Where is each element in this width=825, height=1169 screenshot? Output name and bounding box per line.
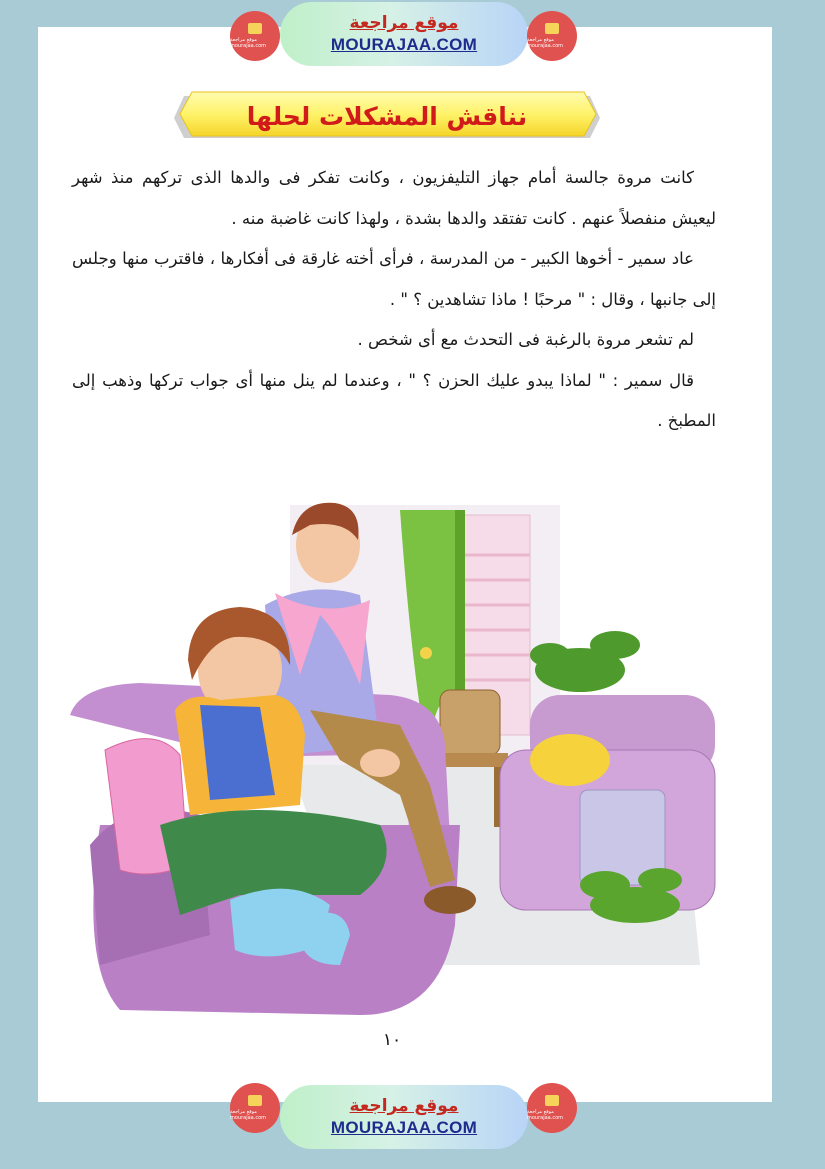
site-name-arabic[interactable]: موقع مراجعة xyxy=(349,1096,459,1116)
site-logo-icon: موقع مراجعة mourajaa.com xyxy=(527,1083,577,1133)
site-name-arabic[interactable]: موقع مراجعة xyxy=(349,13,459,33)
story-paragraph: قال سمير : " لماذا يبدو عليك الحزن ؟ " ، وعندما لم ينل منها أى جواب تركها وذهب إلى المطبخ . xyxy=(72,370,716,430)
site-logo-icon: موقع مراجعة mourajaa.com xyxy=(230,1083,280,1133)
site-domain-link[interactable]: MOURAJAA.COM xyxy=(330,1118,478,1137)
lesson-title-ribbon xyxy=(172,90,602,146)
site-logo-icon: موقع مراجعة mourajaa.com xyxy=(527,11,577,61)
lesson-title: نناقش المشكلات لحلها xyxy=(246,101,528,131)
story-paragraph: عاد سمير - أخوها الكبير - من المدرسة ، فرأى أخته غارقة فى أفكارها ، فاقترب منها وجلس إلى جانبها ، وقال : " مرحبًا ! ماذا تشاهدين ؟ " . xyxy=(72,249,716,309)
site-banner-bottom[interactable] xyxy=(280,1085,528,1149)
site-logo-icon: موقع مراجعة mourajaa.com xyxy=(230,11,280,61)
story-text xyxy=(72,158,716,442)
story-paragraph: لم تشعر مروة بالرغبة فى التحدث مع أى شخص . xyxy=(357,330,694,349)
story-paragraph: كانت مروة جالسة أمام جهاز التليفزيون ، وكانت تفكر فى والدها الذى تركهم منذ شهر ليعيش منفصلاً عنهم . كانت تفتقد والدها بشدة ، ولهذا كانت غاضبة منه . xyxy=(72,168,716,228)
illustration-siblings-on-sofa xyxy=(60,495,725,1040)
site-domain-link[interactable]: MOURAJAA.COM xyxy=(330,35,478,54)
page-number: ١٠ xyxy=(382,1030,402,1050)
site-banner-top[interactable] xyxy=(280,2,528,66)
